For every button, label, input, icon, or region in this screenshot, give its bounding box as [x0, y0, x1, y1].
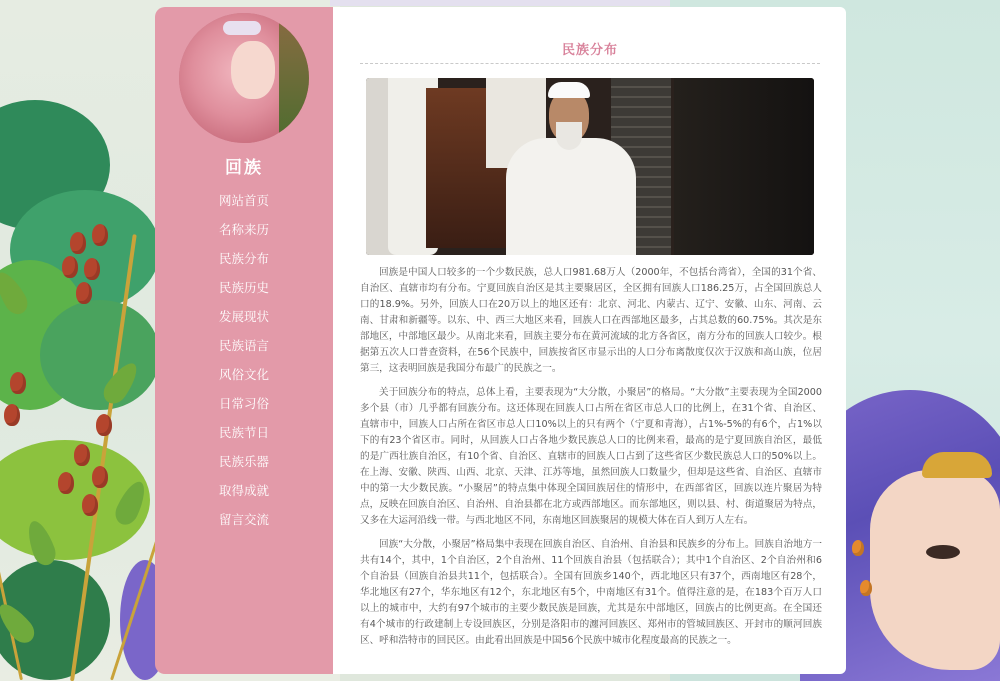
nav-link-name-origin[interactable]: 名称来历 [218, 222, 269, 237]
avatar-face [231, 41, 275, 99]
seed-pod [70, 232, 86, 254]
nav-item-distribution [155, 243, 333, 272]
top-background-strip [330, 0, 670, 6]
nav-link-culture[interactable]: 风俗文化 [218, 367, 269, 382]
nav-item-language [155, 330, 333, 359]
avatar-background [279, 13, 309, 143]
avatar-jewelry [223, 21, 261, 35]
seed-pod [92, 224, 108, 246]
seed-pod [74, 444, 90, 466]
nav-item-festivals [155, 417, 333, 446]
nav-link-home[interactable]: 网站首页 [218, 193, 269, 208]
seed-pod [852, 540, 864, 556]
seed-pod [92, 466, 108, 488]
nav-item-customs [155, 388, 333, 417]
seed-pod [58, 472, 74, 494]
nav-item-instruments [155, 446, 333, 475]
seed-pod [62, 256, 78, 278]
article-paragraph: 回族是中国人口较多的一个少数民族，总人口981.68万人（2000年，不包括台湾省），全国的31个省、自治区、直辖市均有分布。宁夏回族自治区是其主要聚居区，全区拥有回族人口186.25万，占全国回族总人口的18.9%。另外，回族人口在20万以上的地区还有：北京、河北、内蒙古、辽宁、安徽、山东、河南、云南、甘肃和新疆等。以东、中、西三大地区来看，回族人口在西部地区最多，占其总数的60.75%。其次是东部地区，中部地区最少。从南北来看，回族主要分布在黄河流域的北方各省区，南方分布的回族人口较少。根据第五次人口普查资料，在56个民族中，回族按省区市显示出的人口分布离散度仅次于汉族和高山族，位居第三，这表明回族是我国分布最广的民族之一。 [360, 267, 822, 374]
photo-elder-man [506, 138, 636, 255]
nav-link-customs[interactable]: 日常习俗 [218, 396, 269, 411]
photo-dark-interior [674, 78, 814, 255]
illustrated-woman-face [870, 470, 1000, 670]
photo-white-cap [548, 82, 590, 98]
seed-pod [82, 494, 98, 516]
avatar [179, 13, 309, 143]
article-body [360, 265, 822, 657]
nav-link-guestbook[interactable]: 留言交流 [218, 512, 269, 527]
title-divider [360, 63, 820, 64]
headdress-ornament [922, 452, 992, 478]
nav-link-instruments[interactable]: 民族乐器 [218, 454, 269, 469]
nav-link-language[interactable]: 民族语言 [218, 338, 269, 353]
site-title: 回族 [225, 158, 263, 178]
photo-beard [556, 122, 582, 150]
seed-pod [84, 258, 100, 280]
article-paragraph: 关于回族分布的特点，总体上看，主要表现为“大分散，小聚居”的格局。“大分散”主要表现为全国2000多个县（市）几乎都有回族分布。这还体现在回族人口占所在省区市总人口的比例上，在31个省、自治区、直辖市中，回族人口占所在省区市总人口10%以上的只有两个（宁夏和青海），占1%-5%的有6个，占1%以下的有23个省区市。同时，从回族人口占各地少数民族总人口的比例来看，最高的是宁夏回族自治区，最低的是广西壮族自治区，有10个省、自治区、直辖市的回族人口占到了这些省区少数民族总人口的50%以上。在上海、安徽、陕西、山西、北京、天津、江苏等地，虽然回族人口数量少，但却是这些省、自治区、直辖市中的第一大少数民族。“小聚居”的特点集中体现全国回族居住的情形中，在西部省区，回族以连片聚居为特点，反映在回族自治区、自治州、自治县都在北方或西部地区。而东部地区，则以县、村、街道聚居为特点，又多在大运河沿线一带。与西北地区不同，东南地区回族聚居的规模大体在百人到万人左右。 [360, 387, 822, 526]
nav-link-festivals[interactable]: 民族节日 [218, 425, 269, 440]
nav-item-history [155, 272, 333, 301]
nav-item-guestbook [155, 504, 333, 533]
nav-link-status[interactable]: 发展现状 [218, 309, 269, 324]
nav-link-achievements[interactable]: 取得成就 [218, 483, 269, 498]
page-title: 民族分布 [561, 43, 618, 58]
main-nav [155, 185, 333, 533]
hero-photo [366, 78, 814, 255]
nav-item-culture [155, 359, 333, 388]
sidebar [155, 7, 333, 674]
seed-pod [4, 404, 20, 426]
seed-pod [96, 414, 112, 436]
illustrated-eye [926, 545, 960, 559]
nav-link-history[interactable]: 民族历史 [218, 280, 269, 295]
nav-link-distribution[interactable]: 民族分布 [218, 251, 269, 266]
seed-pod [10, 372, 26, 394]
nav-item-status [155, 301, 333, 330]
seed-pod [76, 282, 92, 304]
foliage-shape [40, 300, 160, 410]
article-paragraph: 回族“大分散，小聚居”格局集中表现在回族自治区、自治州、自治县和民族乡的分布上。回族自治地方一共有14个，其中，1个自治区，2个自治州、11个回族自治县（包括联合）；其中1个自治区、2个自治州和6个自治县（回族自治县共11个，包括联合）。全国有回族乡140个，西北地区只有37个，西南地区有28个，华北地区有27个，华东地区有12个，东北地区有5个，中南地区有31个。值得注意的是，在183个百万人口以上的城市中，大约有97个城市的主要少数民族是回族，尤其是东中部地区，回族占的比例更高。在全国还有4个城市的行政建制上专设回族区，分别是洛阳市的瀍河回族区、郑州市的管城回族区、开封市的顺河回族区、呼和浩特市的回民区。由此看出回族是中国56个民族中城市化程度最高的民族之一。 [360, 539, 822, 646]
seed-pod [860, 580, 872, 596]
main-content [333, 7, 846, 674]
nav-item-name-origin [155, 214, 333, 243]
nav-item-achievements [155, 475, 333, 504]
nav-item-home [155, 185, 333, 214]
